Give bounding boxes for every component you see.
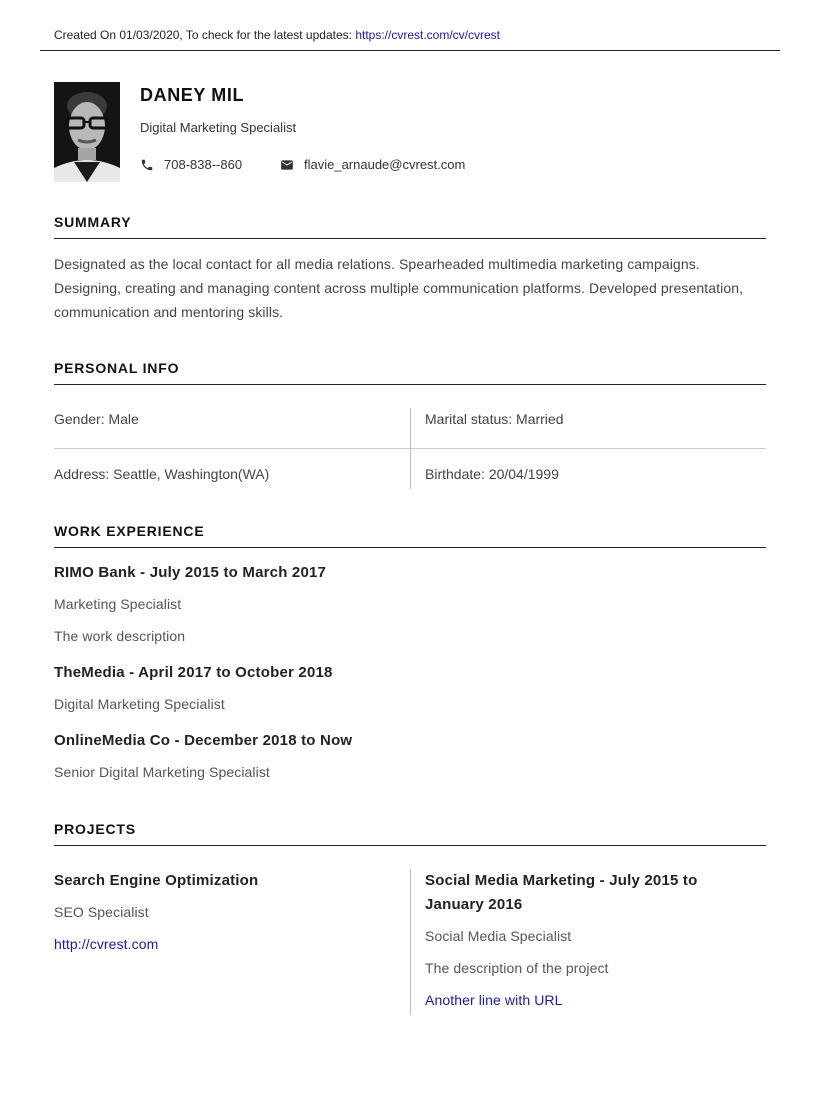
gender-field: Gender: Male [54, 411, 139, 427]
update-link[interactable]: https://cvrest.com/cv/cvrest [355, 28, 501, 42]
phone-icon [140, 158, 154, 172]
project-link[interactable]: http://cvrest.com [54, 936, 159, 952]
summary-text: Designated as the local contact for all media relations. Spearheaded multimedia marketing campaigns. Designing, creating and managing content across multiple communication platforms. Developed presentation, communication and mentoring skills. [54, 256, 744, 320]
phone-number: 708-838--860 [164, 157, 243, 172]
candidate-role: Digital Marketing Specialist [140, 120, 297, 135]
project-heading: Search Engine Optimization [54, 872, 259, 889]
email-contact [280, 157, 465, 172]
profile-photo [54, 82, 120, 182]
work-experience-heading: WORK EXPERIENCE [54, 523, 766, 548]
job-position: Senior Digital Marketing Specialist [54, 764, 270, 780]
job-heading: OnlineMedia Co - December 2018 to Now [54, 732, 353, 749]
document-header [40, 0, 780, 51]
job-heading: RIMO Bank - July 2015 to March 2017 [54, 564, 327, 581]
job-position: Digital Marketing Specialist [54, 696, 225, 712]
phone-contact [140, 157, 242, 172]
projects-heading: PROJECTS [54, 821, 766, 846]
summary-heading: SUMMARY [54, 214, 766, 239]
marital-status-field: Marital status: Married [425, 411, 564, 427]
created-note [54, 28, 500, 42]
projects-column-divider [410, 869, 411, 1015]
address-field: Address: Seattle, Washington(WA) [54, 466, 270, 482]
job-position: Marketing Specialist [54, 596, 182, 612]
candidate-name: DANEY MIL [140, 85, 245, 105]
email-address: flavie_arnaude@cvrest.com [304, 157, 466, 172]
birthdate-field: Birthdate: 20/04/1999 [425, 466, 559, 482]
project-role: Social Media Specialist [425, 928, 572, 944]
project-heading: Social Media Marketing - July 2015 to January 2016 [425, 872, 698, 913]
envelope-icon [280, 158, 294, 172]
created-text: Created On 01/03/2020, To check for the latest updates: [54, 28, 356, 42]
project-link[interactable]: Another line with URL [425, 992, 563, 1008]
job-description: The work description [54, 628, 186, 644]
project-role: SEO Specialist [54, 904, 149, 920]
info-column-divider [410, 408, 411, 489]
personal-info-heading: PERSONAL INFO [54, 360, 766, 385]
profile-photo-image [54, 82, 120, 182]
job-heading: TheMedia - April 2017 to October 2018 [54, 664, 333, 681]
project-description: The description of the project [425, 960, 609, 976]
